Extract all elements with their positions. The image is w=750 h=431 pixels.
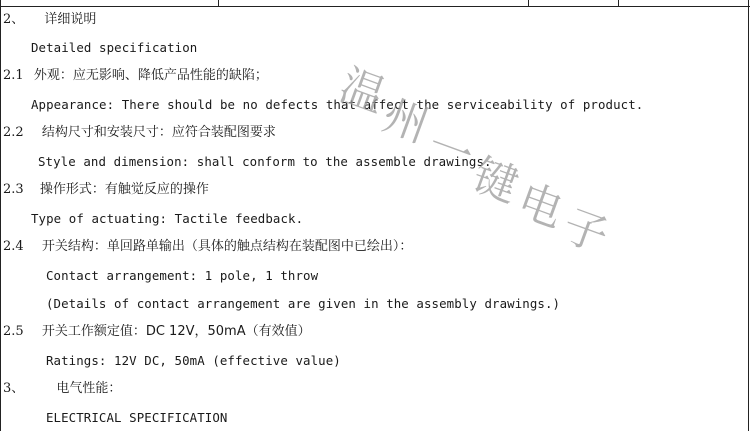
item-text-cn: 外观：应无影响、降低产品性能的缺陷； bbox=[33, 68, 268, 83]
item-2-2-cn bbox=[3, 125, 276, 141]
watermark-char: 电 bbox=[511, 174, 570, 238]
item-2-4-en: Contact arrangement: 1 pole, 1 throw bbox=[46, 268, 319, 283]
watermark-char: 键 bbox=[466, 149, 525, 213]
item-number: 2.4 bbox=[3, 239, 24, 254]
item-2-3-en: Type of actuating: Tactile feedback. bbox=[31, 211, 304, 226]
item-2-3-cn bbox=[3, 182, 209, 198]
section-title-en: Detailed specification bbox=[31, 40, 198, 55]
section-heading-3 bbox=[3, 381, 121, 397]
watermark bbox=[330, 55, 630, 263]
table-left-border bbox=[0, 0, 1, 431]
watermark-char: 一 bbox=[421, 119, 480, 183]
watermark-char: 州 bbox=[376, 89, 435, 153]
item-2-1-cn bbox=[3, 68, 268, 84]
watermark-char: 温 bbox=[333, 59, 392, 123]
watermark-char: 子 bbox=[556, 199, 615, 263]
item-2-2-en: Style and dimension: shall conform to the assemble drawings. bbox=[38, 154, 492, 169]
section-number: 2、 bbox=[3, 12, 25, 27]
item-2-5-cn bbox=[3, 324, 311, 340]
table-top-border bbox=[0, 0, 750, 7]
item-text-cn: 开关结构：单回路单输出（具体的触点结构在装配图中已绘出）： bbox=[41, 239, 413, 254]
item-2-1-en: Appearance: There should be no defects that affect the serviceability of product. bbox=[31, 97, 644, 112]
table-right-border bbox=[748, 0, 749, 431]
item-number: 2.2 bbox=[3, 125, 24, 140]
item-2-4-cn bbox=[3, 239, 412, 255]
section-title-en: ELECTRICAL SPECIFICATION bbox=[46, 410, 228, 425]
table-column-divider bbox=[528, 0, 529, 7]
section-title-cn: 电气性能： bbox=[56, 381, 122, 396]
item-number: 2.3 bbox=[3, 182, 24, 197]
item-text-cn: 结构尺寸和安装尺寸：应符合装配图要求 bbox=[41, 125, 276, 140]
item-2-4-note: (Details of contact arrangement are given in the assembly drawings.) bbox=[46, 296, 561, 311]
section-heading-2 bbox=[3, 12, 96, 28]
item-2-5-en: Ratings: 12V DC, 50mA (effective value) bbox=[46, 353, 341, 368]
item-number: 2.5 bbox=[3, 324, 24, 339]
item-text-cn: 开关工作额定值：DC 12V，50mA（有效值） bbox=[41, 324, 311, 339]
section-title-cn: 详细说明 bbox=[44, 12, 97, 27]
item-text-cn: 操作形式：有触觉反应的操作 bbox=[39, 182, 209, 197]
table-column-divider bbox=[218, 0, 219, 7]
table-column-divider bbox=[618, 0, 619, 7]
section-number: 3、 bbox=[3, 381, 25, 396]
item-number: 2.1 bbox=[3, 68, 24, 83]
